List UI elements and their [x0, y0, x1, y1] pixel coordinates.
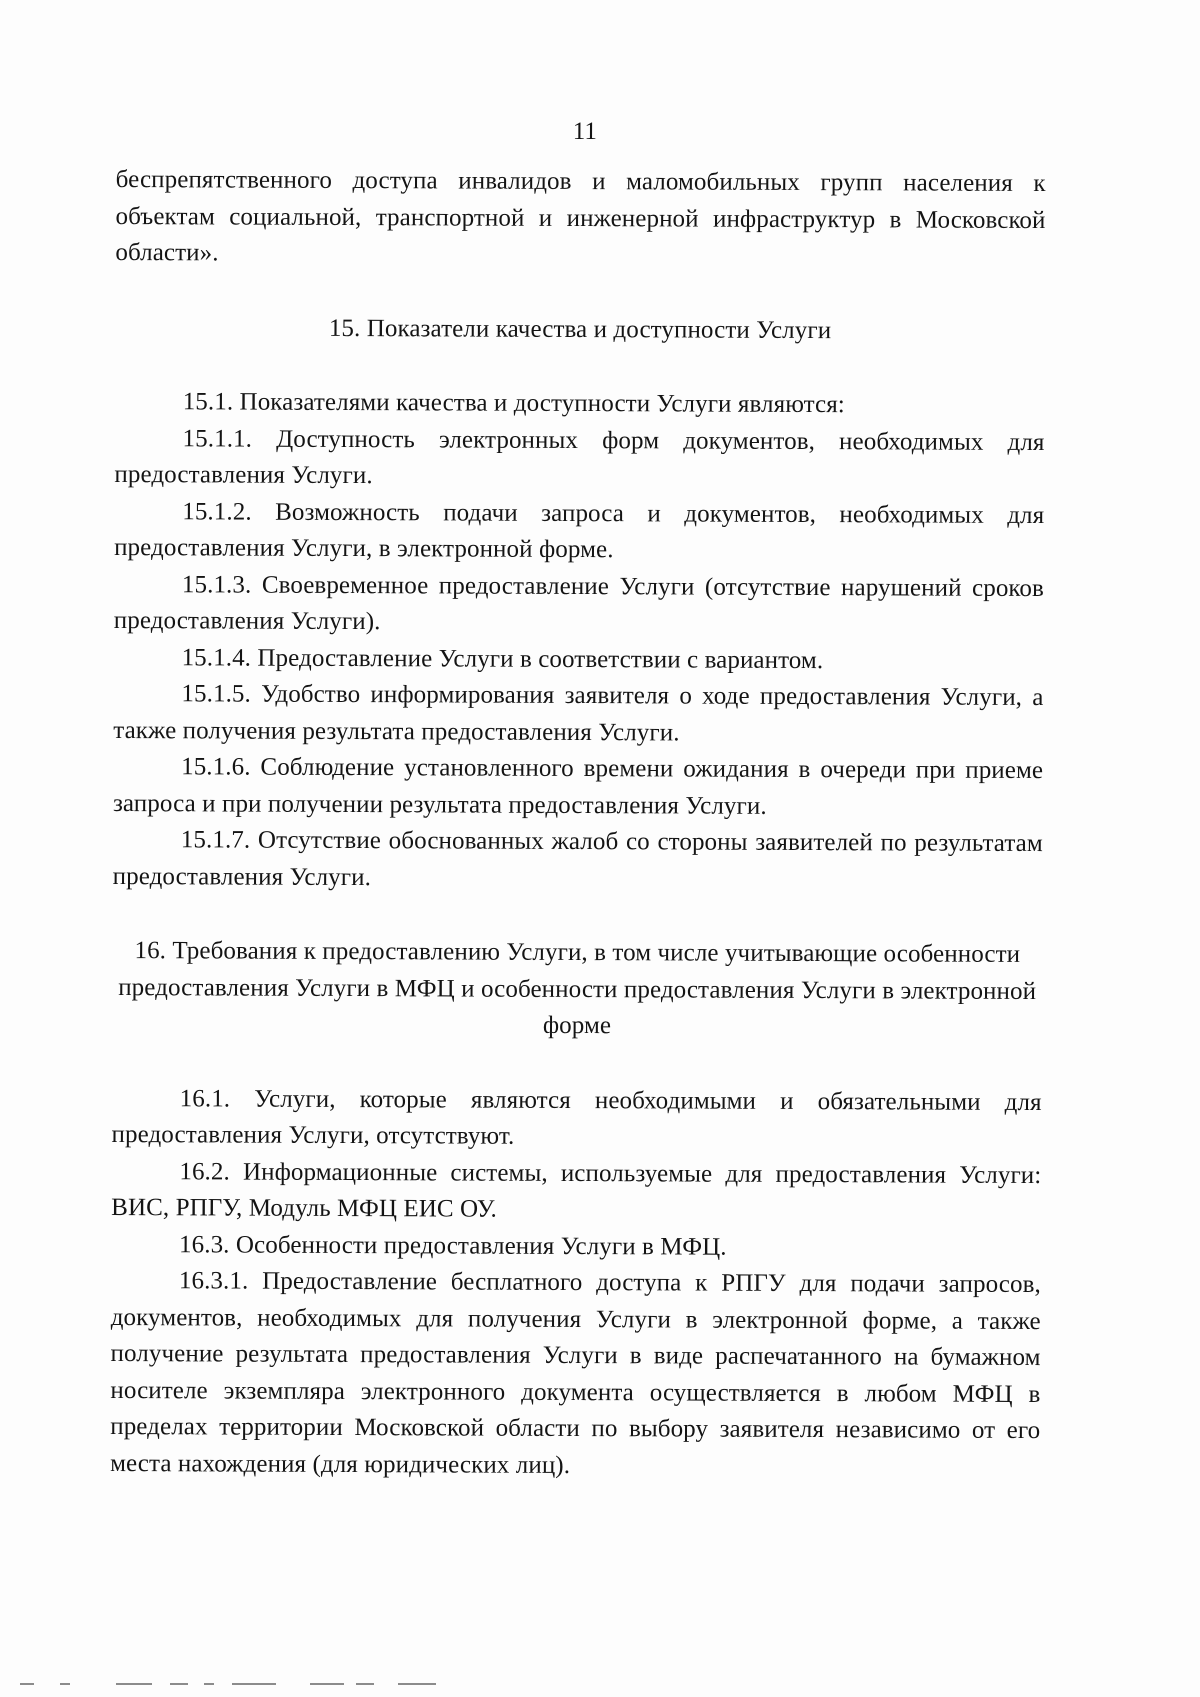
paragraph-15-1-4: 15.1.4. Предоставление Услуги в соответствии с вариантом.	[181, 643, 824, 674]
page-number: 11	[572, 117, 598, 146]
section-heading-16: 16. Требования к предоставлению Услуги, в том числе учитывающие особенности предоставления Услуги в МФЦ и особенности предоставления Услуги в электронной форме	[118, 937, 1037, 1040]
paragraph-15-1-1: 15.1.1. Доступность электронных форм документов, необходимых для предоставления Услуги.	[114, 424, 1045, 490]
document-body	[110, 112, 1046, 1486]
paragraph-15-1-6: 15.1.6. Соблюдение установленного времени ожидания в очереди при приеме запроса и при получении результата предоставления Услуги.	[112, 753, 1044, 820]
paragraph-16-3: 16.3. Особенности предоставления Услуги в МФЦ.	[179, 1230, 727, 1261]
spacer	[112, 1042, 1042, 1084]
section-heading-15: 15. Показатели качества и доступности Услуги	[328, 314, 832, 344]
paragraph-15-1-5: 15.1.5. Удобство информирования заявителя о ходе предоставления Услуги, а также получения результата предоставления Услуги.	[113, 680, 1044, 746]
spacer	[115, 271, 1045, 313]
paragraph-15-1-7: 15.1.7. Отсутствие обоснованных жалоб со стороны заявителей по результатам предоставления Услуги.	[112, 826, 1043, 891]
paragraph-16-3-1: 16.3.1. Предоставление бесплатного доступа к РПГУ для подачи запросов, документов, необходимых для получения Услуги в электронной форме, а также получение результата предоставления Услуги в виде распечатанного на бумажном носителе экземпляра электронного документа осуществляется в любом МФЦ в пределах территории Московской области по выбору заявителя независимо от его места нахождения (для юридических лиц).	[110, 1267, 1041, 1479]
scan-artifact-marks	[20, 1683, 440, 1687]
paragraph-15-1-3: 15.1.3. Своевременное предоставление Услуги (отсутствие нарушений сроков предоставления Услуги).	[113, 570, 1044, 636]
spacer	[112, 895, 1042, 937]
paragraph-16-2: 16.2. Информационные системы, используемые для предоставления Услуги: ВИС, РПГУ, Модуль МФЦ ЕИС ОУ.	[111, 1157, 1042, 1223]
paragraph-15-1: 15.1. Показателями качества и доступности Услуги являются:	[182, 388, 845, 419]
paragraph-continuation: беспрепятственного доступа инвалидов и маломобильных групп населения к объектам социальной, транспортной и инженерной инфраструктур в Московской области».	[115, 165, 1046, 267]
paragraph-15-1-2: 15.1.2. Возможность подачи запроса и документов, необходимых для предоставления Услуги, в электронной форме.	[114, 497, 1045, 564]
spacer	[115, 346, 1045, 388]
paragraph-16-1: 16.1. Услуги, которые являются необходимыми и обязательными для предоставления Услуги, отсутствуют.	[111, 1084, 1042, 1150]
